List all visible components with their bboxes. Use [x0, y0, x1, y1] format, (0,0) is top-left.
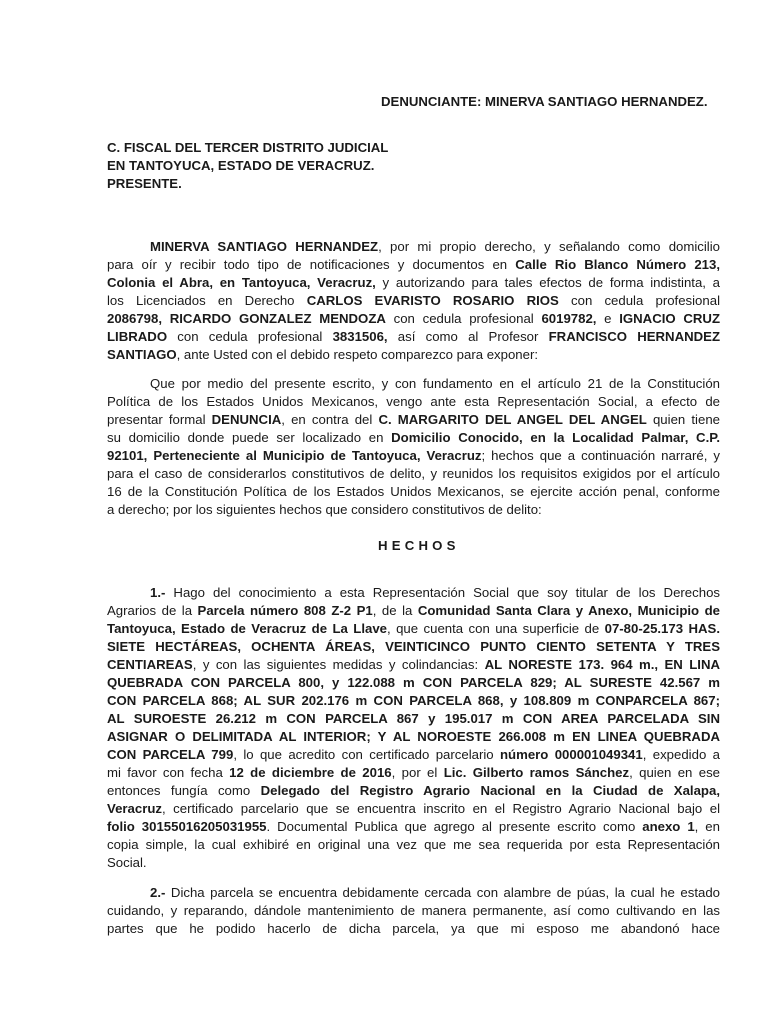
hecho1-line-3: Tantoyuca, Estado de Veracruz de La Llave, que cuenta con una superficie de 07-80-25.173 HAS. [107, 621, 720, 636]
para2-line-7: 16 de la Constitución Política de los Estados Unidos Mexicanos, se ejercite acción penal, conforme [107, 484, 720, 499]
hecho1-line-10: CON PARCELA 799, lo que acredito con certificado parcelario número 000001049341, expedido a [107, 747, 720, 762]
hecho2-line-2: cuidando, y reparando, dándole mantenimiento de manera permanente, así como cultivando en las [107, 903, 720, 918]
hecho1-line-9: ASIGNAR O DELIMITADA AL INTERIOR; Y AL NOROESTE 266.008 m EN LINEA QUEBRADA [107, 729, 720, 744]
para2-line-5: 92101, Perteneciente al Municipio de Tantoyuca, Veracruz; hechos que a continuación narraré, y [107, 448, 720, 463]
hecho1-line-8: AL SUROESTE 26.212 m CON PARCELA 867 y 195.017 m CON AREA PARCELADA SIN [107, 711, 720, 726]
para2-line-2: Política de los Estados Unidos Mexicanos, vengo ante esta Representación Social, a efecto de [107, 394, 720, 409]
para1-line-4: los Licenciados en Derecho CARLOS EVARISTO ROSARIO RIOS con cedula profesional [107, 293, 720, 308]
hecho1-line-7: CON PARCELA 868; AL SUR 202.176 m CON PARCELA 868, y 108.809 m CONPARCELA 867; [107, 693, 720, 708]
hecho1-line-16: Social. [107, 855, 147, 870]
addressee-line-3: PRESENTE. [107, 176, 182, 191]
denunciante-heading: DENUNCIANTE: MINERVA SANTIAGO HERNANDEZ. [381, 94, 708, 109]
hechos-heading: HECHOS [378, 538, 460, 553]
addressee-line-2: EN TANTOYUCA, ESTADO DE VERACRUZ. [107, 158, 375, 173]
para2-line-1: Que por medio del presente escrito, y con fundamento en el artículo 21 de la Constitución [150, 376, 720, 391]
hecho1-line-15: copia simple, la cual exhibiré en original una vez que me sea requerida por esta Representación [107, 837, 720, 852]
para2-line-6: para el caso de considerarlos constitutivos de delito, y reunidos los requisitos exigidos por el artículo [107, 466, 720, 481]
hecho1-line-1: 1.- Hago del conocimiento a esta Representación Social que soy titular de los Derechos [150, 585, 720, 600]
hecho1-line-4: SIETE HECTÁREAS, OCHENTA ÁREAS, VEINTICINCO PUNTO CIENTO SETENTA Y TRES [107, 639, 720, 654]
para1-line-1: MINERVA SANTIAGO HERNANDEZ, por mi propio derecho, y señalando como domicilio [150, 239, 721, 254]
para1-line-3: Colonia el Abra, en Tantoyuca, Veracruz, y autorizando para tales efectos de forma indistinta, a [107, 275, 721, 290]
para2-line-8: a derecho; por los siguientes hechos que considero constitutivos de delito: [107, 502, 542, 517]
hecho1-line-14: folio 30155016205031955. Documental Publica que agrego al presente escrito como anexo 1, en [107, 819, 720, 834]
hecho1-line-2: Agrarios de la Parcela número 808 Z-2 P1, de la Comunidad Santa Clara y Anexo, Municipio de [107, 603, 720, 618]
para1-line-5: 2086798, RICARDO GONZALEZ MENDOZA con cedula profesional 6019782, e IGNACIO CRUZ [107, 311, 720, 326]
para1-line-2: para oír y recibir todo tipo de notificaciones y documentos en Calle Rio Blanco Número 213, [107, 257, 720, 272]
hecho1-line-11: mi favor con fecha 12 de diciembre de 2016, por el Lic. Gilberto ramos Sánchez, quien en ese [107, 765, 720, 780]
hecho1-line-12: entonces fungía como Delegado del Registro Agrario Nacional en la Ciudad de Xalapa, [107, 783, 720, 798]
hecho1-line-13: Veracruz, certificado parcelario que se encuentra inscrito en el Registro Agrario Nacional bajo el [107, 801, 720, 816]
para2-line-4: su domicilio donde puede ser localizado en Domicilio Conocido, en la Localidad Palmar, C.P. [107, 430, 721, 445]
hecho1-line-5: CENTIAREAS, y con las siguientes medidas y colindancias: AL NORESTE 173. 964 m., EN LINA [107, 657, 720, 672]
para2-line-3: presentar formal DENUNCIA, en contra del C. MARGARITO DEL ANGEL DEL ANGEL quien tiene [107, 412, 720, 427]
para1-line-7: SANTIAGO, ante Usted con el debido respeto comparezco para exponer: [107, 347, 539, 362]
para1-line-6: LIBRADO con cedula profesional 3831506, así como al Profesor FRANCISCO HERNANDEZ [107, 329, 721, 344]
hecho2-line-3: partes que he podido hacerlo de dicha parcela, ya que mi esposo me abandonó hace [107, 921, 720, 936]
addressee-line-1: C. FISCAL DEL TERCER DISTRITO JUDICIAL [107, 140, 389, 155]
hecho1-line-6: QUEBRADA CON PARCELA 800, y 122.088 m CON PARCELA 829; AL SURESTE 42.567 m [107, 675, 720, 690]
hecho2-line-1: 2.- Dicha parcela se encuentra debidamente cercada con alambre de púas, la cual he estado [150, 885, 720, 900]
